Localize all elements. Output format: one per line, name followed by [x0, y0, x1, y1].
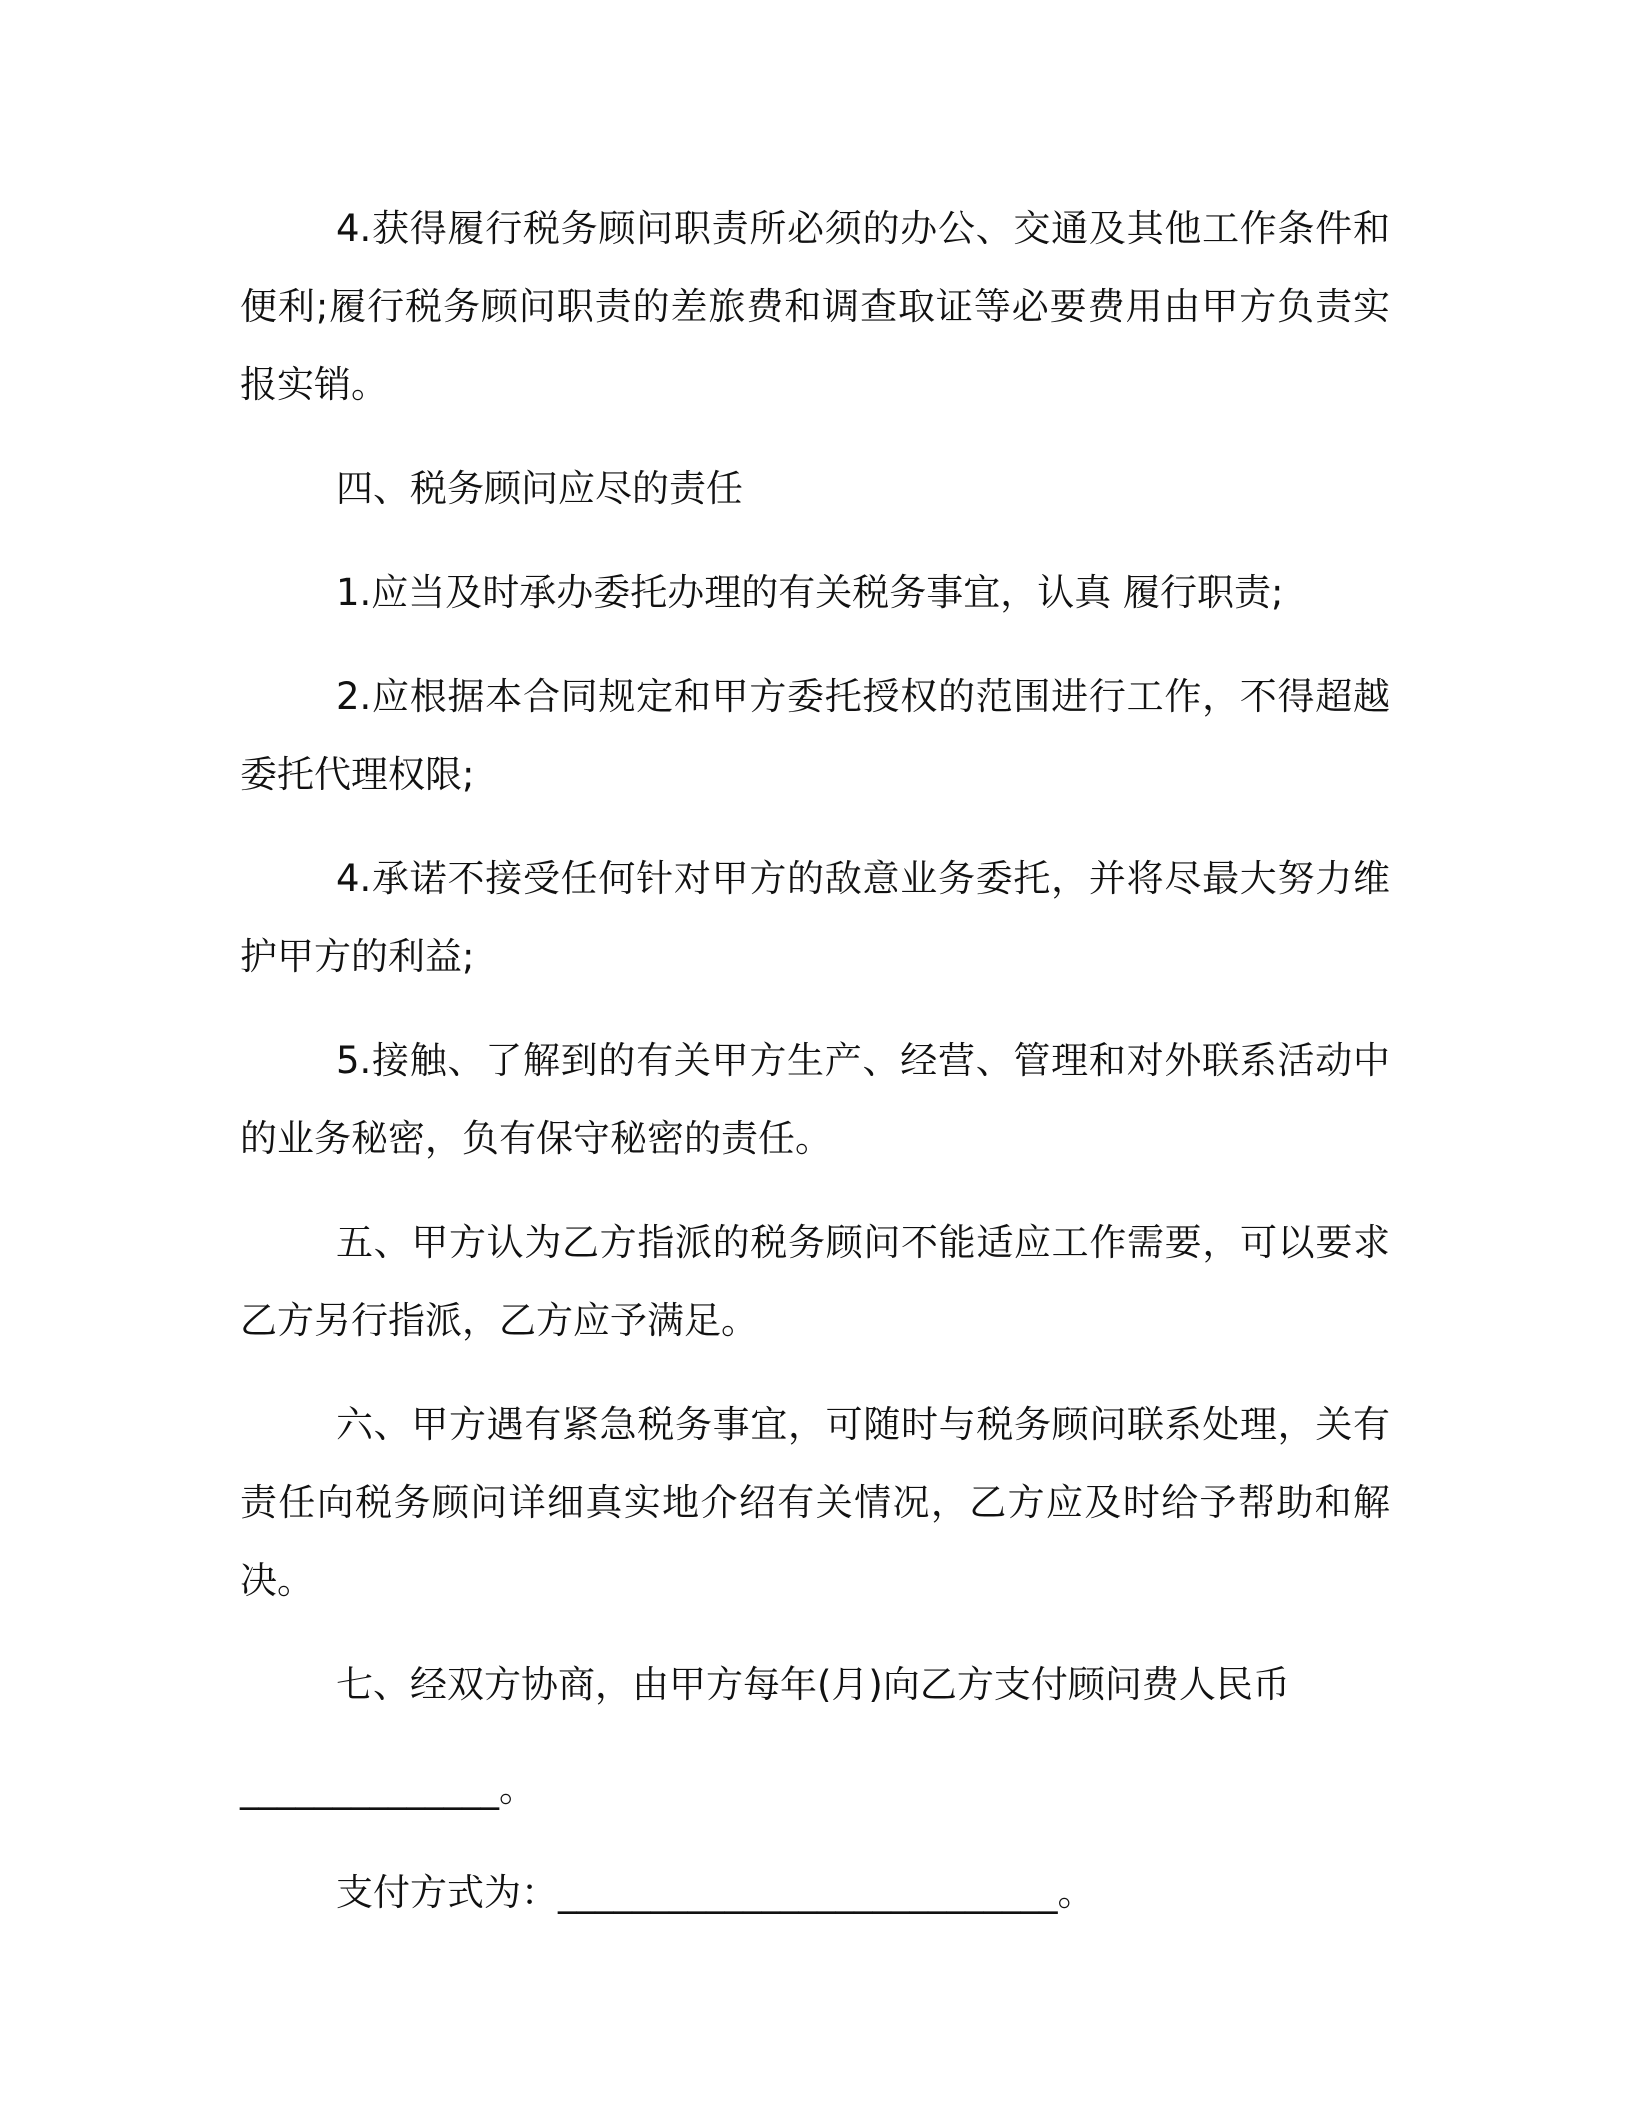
section-seven: 七、经双方协商，由甲方每年(月)向乙方支付顾问费人民币 [336, 1663, 1290, 1706]
section-six: 六、甲方遇有紧急税务事宜，可随时与税务顾问联系处理，关有责任向税务顾问详细真实地介绍有关情况，乙方应及时给予帮助和解决。 [240, 1403, 1390, 1602]
fee-amount-blank: ______________。 [240, 1767, 536, 1810]
paragraph-duty-2: 2.应根据本合同规定和甲方委托授权的范围进行工作，不得超越委托代理权限; [240, 675, 1390, 796]
payment-method-line: 支付方式为：___________________________。 [336, 1871, 1095, 1914]
section-five: 五、甲方认为乙方指派的税务顾问不能适应工作需要，可以要求乙方另行指派，乙方应予满足。 [240, 1221, 1390, 1342]
document-body [240, 190, 1390, 1958]
paragraph-duty-4: 4.承诺不接受任何针对甲方的敌意业务委托，并将尽最大努力维护甲方的利益; [240, 857, 1390, 978]
paragraph-duty-1: 1.应当及时承办委托办理的有关税务事宜，认真 履行职责; [336, 571, 1284, 614]
paragraph-duty-5: 5.接触、了解到的有关甲方生产、经营、管理和对外联系活动中的业务秘密，负有保守秘密的责任。 [240, 1039, 1390, 1160]
section-heading-responsibilities: 四、税务顾问应尽的责任 [336, 467, 743, 510]
paragraph-work-conditions: 4.获得履行税务顾问职责所必须的办公、交通及其他工作条件和便利;履行税务顾问职责的差旅费和调查取证等必要费用由甲方负责实报实销。 [240, 207, 1390, 406]
